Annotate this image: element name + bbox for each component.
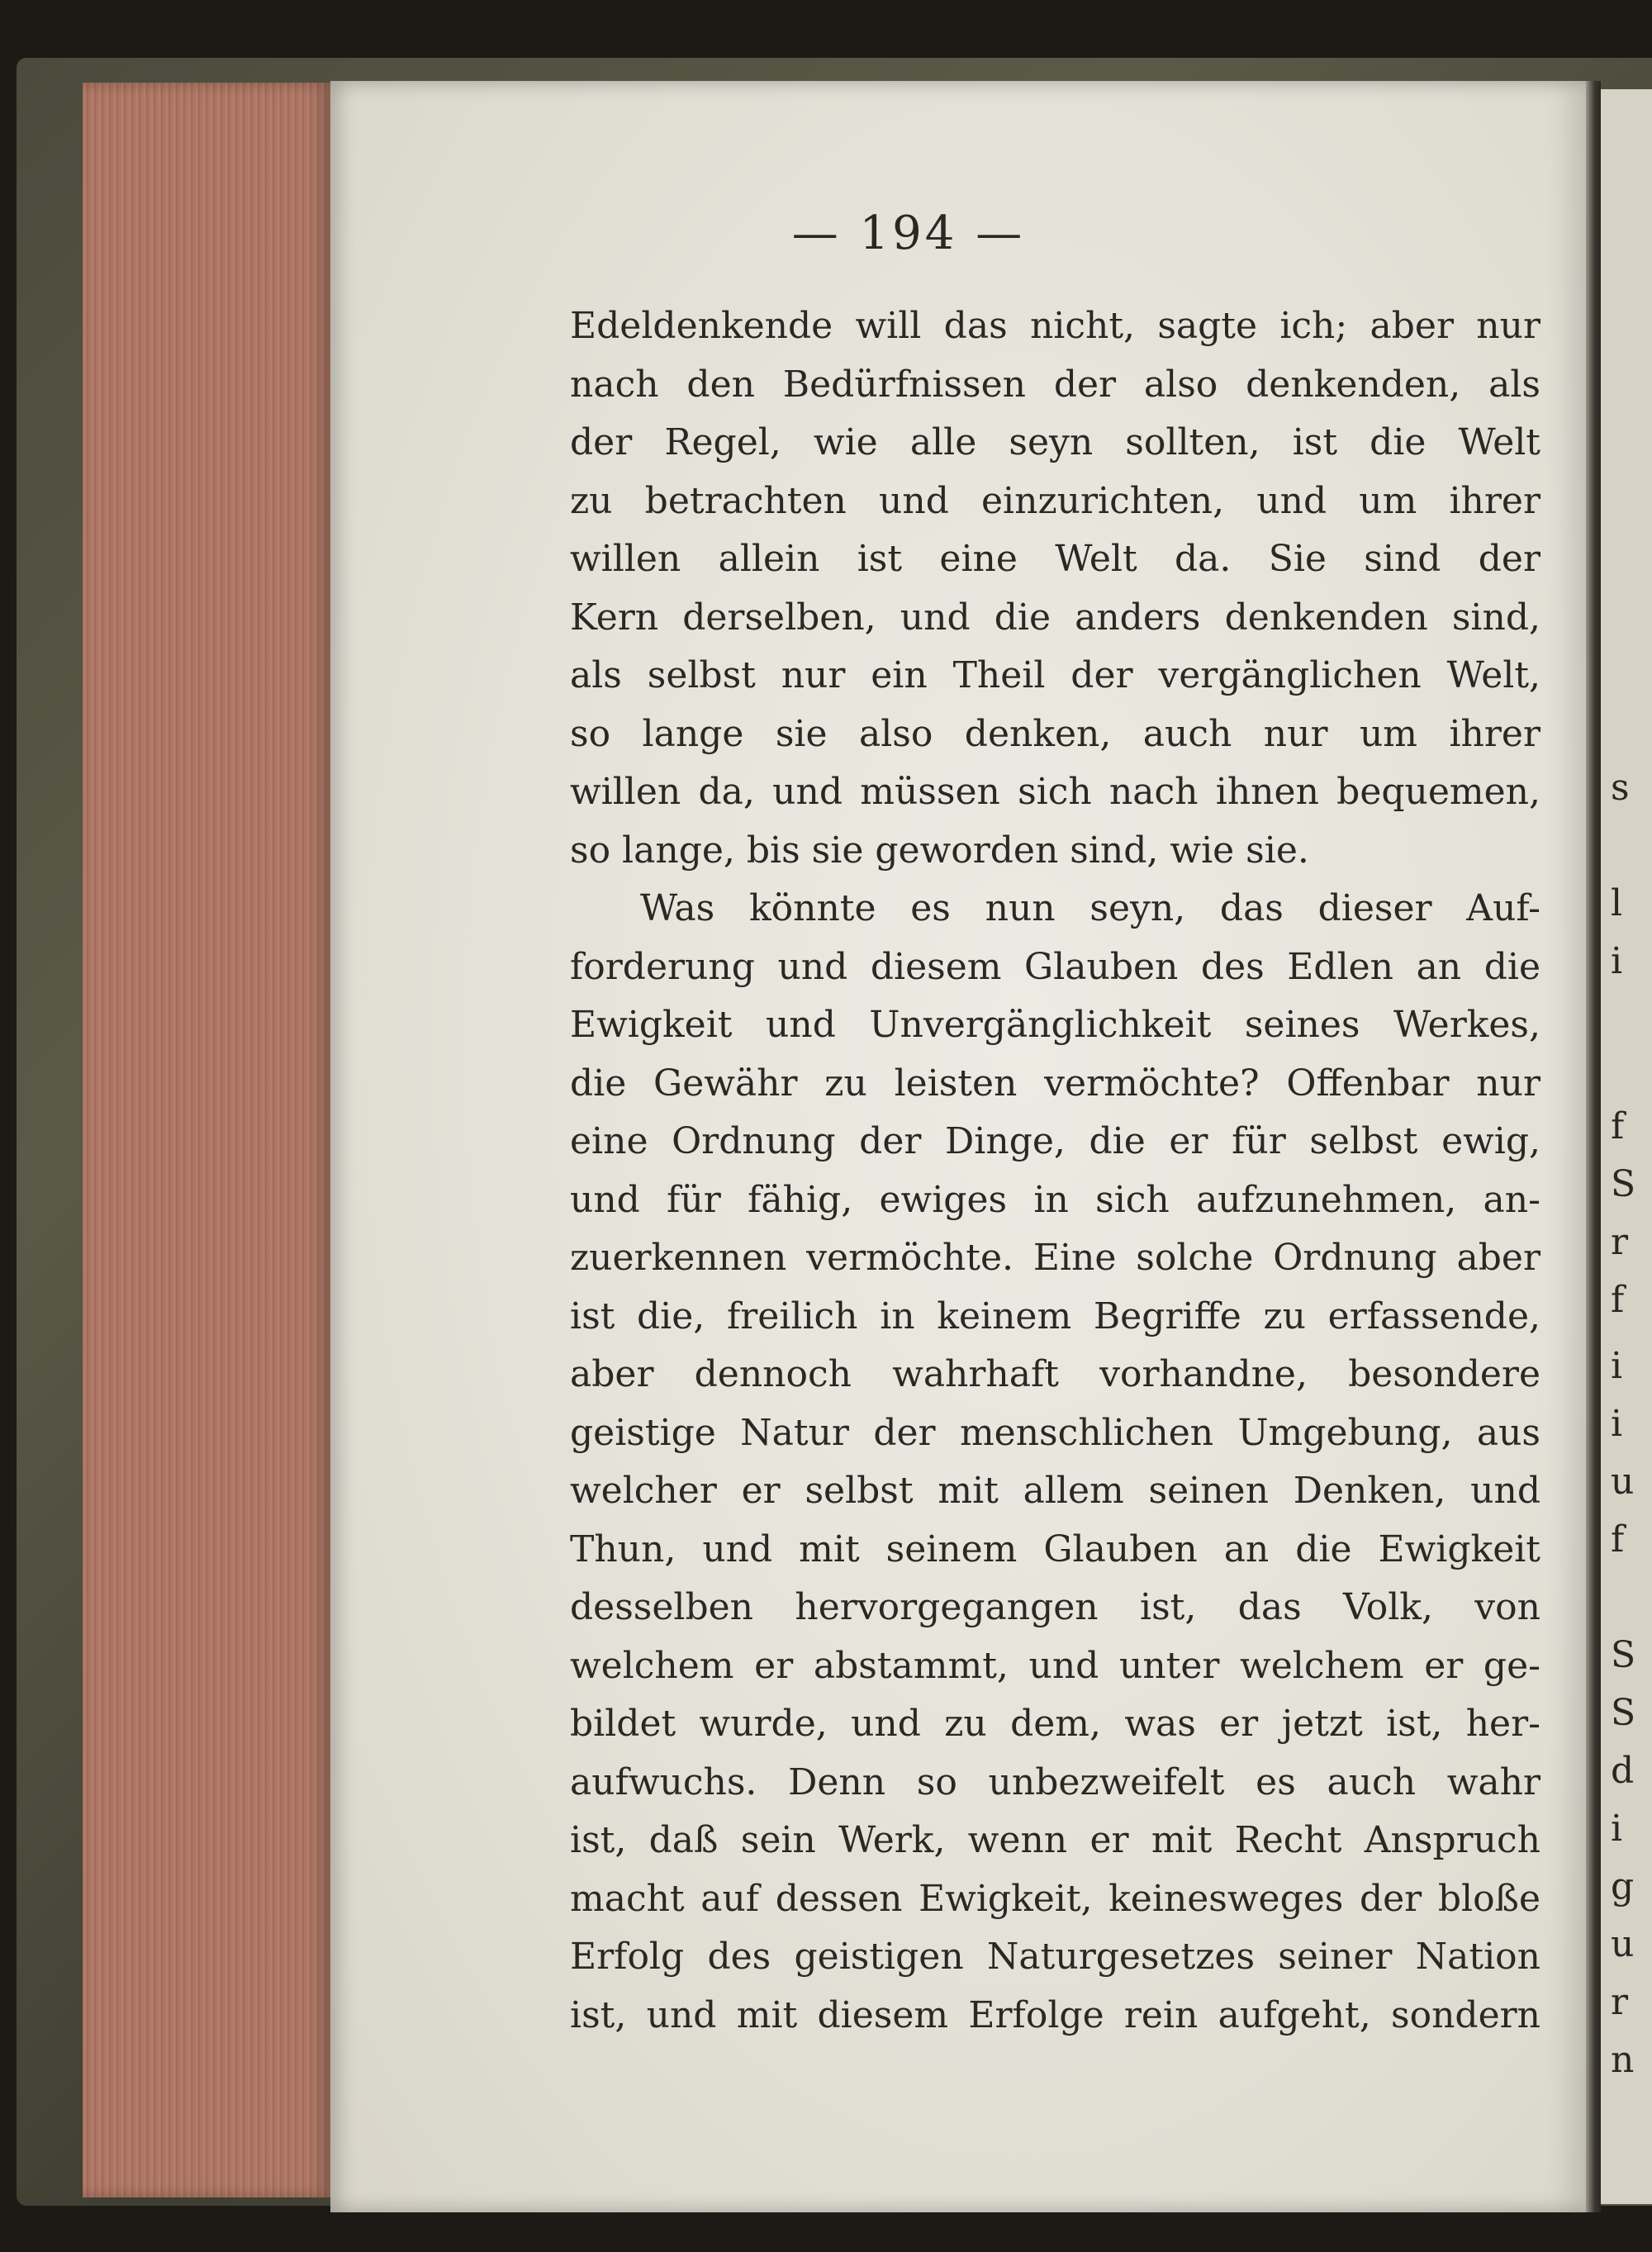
next-page-fragment: r — [1611, 1981, 1629, 2023]
text-line: Kern derselben, und die anders denkenden sind, — [570, 596, 1540, 639]
text-line: aber dennoch wahrhaft vorhandne, besondere — [570, 1353, 1540, 1395]
text-line: forderung und diesem Glauben des Edlen an die — [570, 945, 1540, 988]
next-page-fragment: S — [1611, 1634, 1636, 1676]
text-line: welcher er selbst mit allem seinen Denken, und — [570, 1470, 1540, 1512]
text-line: Erfolg des geistigen Naturgesetzes seiner Nation — [570, 1936, 1540, 1978]
next-page-fragment: i — [1611, 940, 1623, 982]
next-page-fragment: r — [1611, 1221, 1629, 1263]
text-line: bildet wurde, und zu dem, was er jetzt ist, her- — [570, 1703, 1540, 1745]
next-page-edge — [1601, 89, 1652, 2204]
page-text — [570, 297, 1540, 2045]
text-line: Ewigkeit und Unvergänglichkeit seines Werkes, — [570, 1004, 1540, 1046]
text-line: zuerkennen vermöchte. Eine solche Ordnung aber — [570, 1237, 1540, 1279]
next-page-fragment: S — [1611, 1692, 1636, 1734]
text-line: Thun, und mit seinem Glauben an die Ewigkeit — [570, 1527, 1540, 1570]
next-page-fragment: n — [1611, 2039, 1635, 2081]
book-gutter — [1586, 81, 1601, 2212]
next-page-fragment: S — [1611, 1163, 1636, 1205]
text-line: aufwuchs. Denn so unbezweifelt es auch wahr — [570, 1760, 1540, 1803]
next-page-fragment: u — [1611, 1923, 1635, 1965]
next-page-fragment: i — [1611, 1808, 1623, 1850]
text-line: welchem er abstammt, und unter welchem er ge- — [570, 1644, 1540, 1687]
next-page-fragment: f — [1611, 1279, 1625, 1321]
text-line: und für fähig, ewiges in sich aufzunehmen, an- — [570, 1178, 1540, 1221]
text-line: macht auf dessen Ewigkeit, keinesweges der bloße — [570, 1877, 1540, 1920]
text-line: ist die, freilich in keinem Begriffe zu erfassende, — [570, 1295, 1540, 1337]
next-page-fragment: g — [1611, 1865, 1635, 1908]
next-page-fragment: l — [1611, 882, 1623, 924]
text-line: so lange sie also denken, auch nur um ihrer — [570, 712, 1540, 755]
text-line: ist, und mit diesem Erfolge rein aufgeht, sondern — [570, 1993, 1540, 2036]
text-line: zu betrachten und einzurichten, und um ihrer — [570, 479, 1540, 522]
next-page-fragment: i — [1611, 1345, 1623, 1387]
next-page-fragment: i — [1611, 1403, 1623, 1445]
next-page-fragment: d — [1611, 1750, 1635, 1792]
text-line: desselben hervorgegangen ist, das Volk, von — [570, 1586, 1540, 1628]
page-header: — 194 — — [791, 207, 1026, 260]
text-line: die Gewähr zu leisten vermöchte? Offenbar nur — [570, 1062, 1540, 1105]
text-line: ist, daß sein Werk, wenn er mit Recht Anspruch — [570, 1819, 1540, 1861]
next-page-fragment: s — [1611, 767, 1630, 809]
text-line: willen allein ist eine Welt da. Sie sind der — [570, 538, 1540, 580]
text-line: Was könnte es nun seyn, das dieser Auf- — [640, 887, 1540, 929]
next-page-fragment: u — [1611, 1461, 1635, 1503]
text-line: Edeldenkende will das nicht, sagte ich; aber nur — [570, 305, 1540, 347]
text-line: eine Ordnung der Dinge, die er für selbst ewig, — [570, 1120, 1540, 1162]
text-line: der Regel, wie alle seyn sollten, ist die Welt — [570, 421, 1540, 463]
text-line: als selbst nur ein Theil der vergänglichen Welt, — [570, 654, 1540, 696]
next-page-fragment: f — [1611, 1105, 1625, 1147]
text-line: nach den Bedürfnissen der also denkenden, als — [570, 363, 1540, 406]
page-edges — [83, 83, 330, 2197]
text-line: willen da, und müssen sich nach ihnen bequemen, — [570, 771, 1540, 813]
text-line: geistige Natur der menschlichen Umgebung, aus — [570, 1411, 1540, 1454]
text-line: so lange, bis sie geworden sind, wie sie. — [570, 829, 1309, 872]
next-page-fragment: f — [1611, 1518, 1625, 1561]
